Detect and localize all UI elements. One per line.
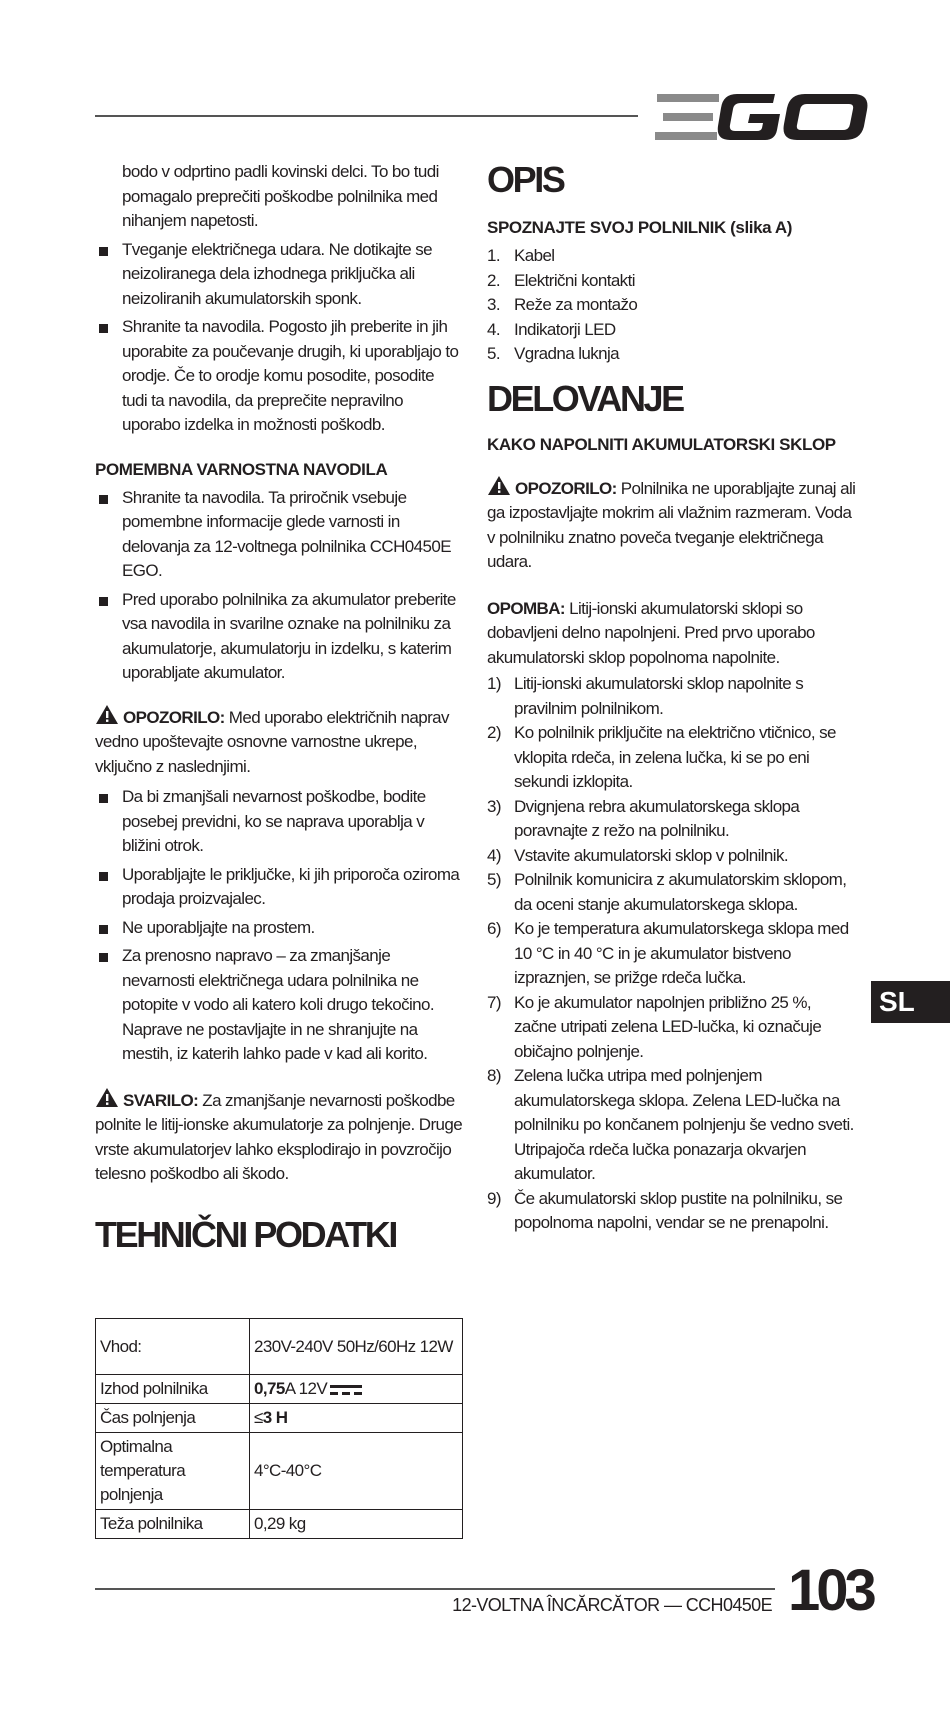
warning-label: OPOZORILO:	[515, 478, 617, 498]
header-rule	[95, 115, 638, 117]
warning-triangle-icon	[95, 704, 119, 725]
list-item: 1. Kabel	[487, 246, 555, 265]
table-row	[96, 1404, 463, 1433]
list-item: Ne uporabljajte na prostem.	[95, 916, 463, 941]
list-item: Shranite ta navodila. Pogosto jih preberite in jih uporabite za poučevanje drugih, ki uporabljajo to orodje. Če to orodje komu posodite, posodite tudi ta navodila, da preprečite nepravilno uporabo izdelka in možnosti poškodb.	[95, 315, 463, 438]
warning-label: OPOZORILO:	[123, 707, 225, 727]
list-item: 4. Indikatorji LED	[487, 319, 616, 339]
warning-triangle-icon	[487, 475, 511, 496]
spec-value-rest: A 12V	[284, 1379, 328, 1398]
specs-heading: TEHNIČNI PODATKI	[95, 1213, 396, 1255]
opis-heading: OPIS	[487, 159, 564, 200]
list-item: 8) Zelena lučka utripa med polnjenjem akumulatorskega sklopa. Zelena LED-lučka na polnilniku po končanem polnjenju še vedno sveti. Utripajoča rdeča lučka ponazarja okvarjen akumulator.	[487, 1066, 854, 1183]
list-item: Za prenosno napravo – za zmanjšanje nevarnosti električnega udara polnilnika ne potopite v vodo ali katero koli drugo tekočino. Naprave ne postavljajte in ne shranjujte na mestih, iz katerih lahko pade v kad ali korito.	[95, 944, 463, 1067]
table-row	[96, 1319, 463, 1375]
caution-text: Za zmanjšanje nevarnosti poškodbe polnite le litij-ionske akumulatorje za polnjenje. Druge vrste akumulatorjev lahko eksplodirajo in povzročijo telesno poškodbo ali škodo.	[95, 1090, 463, 1183]
bullet-list-c	[95, 785, 463, 1067]
list-item: 2) Ko polnilnik priključite na električno vtičnico, se vklopita rdeča, in zelena lučka, ki se po eni sekundi izklopita.	[487, 723, 836, 791]
table-row	[96, 1375, 463, 1404]
footer-rule	[95, 1588, 775, 1590]
list-item: Uporabljajte le priključke, ki jih priporoča oziroma prodaja proizvajalec.	[95, 863, 463, 912]
warning-text: Polnilnika ne uporabljajte zunaj ali ga izpostavljajte mokrim ali vlažnim razmeram. Voda v polnilniku znatno poveča tveganje električnega udara.	[487, 478, 856, 571]
spec-value	[250, 1404, 463, 1433]
note-label: OPOMBA:	[487, 598, 565, 618]
spec-label: Izhod polnilnika	[96, 1375, 250, 1404]
spec-label: Optimalna temperatura polnjenja	[96, 1433, 250, 1510]
operation-heading: DELOVANJE	[487, 377, 683, 419]
how-to-charge-heading: KAKO NAPOLNITI AKUMULATORSKI SKLOP	[487, 434, 836, 454]
specs-table	[95, 1318, 463, 1539]
spec-value: 0,29 kg	[250, 1510, 463, 1539]
warning-block-2	[487, 475, 857, 575]
list-item: 5. Vgradna luknja	[487, 344, 620, 363]
caution-block	[95, 1087, 463, 1187]
important-safety-heading: POMEMBNA VARNOSTNA NAVODILA	[95, 459, 388, 479]
right-column	[487, 158, 857, 1236]
list-item: Shranite ta navodila. Ta priročnik vsebuje pomembne informacije glede varnosti in delovanja za 12-voltnega polnilnika CCH0450E EGO.	[95, 486, 463, 584]
spec-value	[250, 1375, 463, 1404]
spec-label: Vhod:	[96, 1319, 250, 1375]
parts-list	[487, 244, 857, 367]
bullet-list-b	[95, 486, 463, 686]
list-item: 3) Dvignjena rebra akumulatorskega sklopa poravnajte z režo na polnilniku.	[487, 796, 800, 840]
spec-label: Čas polnjenja	[96, 1404, 250, 1433]
know-charger-heading: SPOZNAJTE SVOJ POLNILNIK (slika A)	[487, 218, 793, 237]
list-item: Da bi zmanjšali nevarnost poškodbe, bodite posebej previdni, ko se naprava uporablja v bližini otrok.	[95, 785, 463, 859]
list-item: 6) Ko je temperatura akumulatorskega sklopa med 10 °C in 40 °C in je akumulator bistveno izpraznjen, se prižge rdeča lučka.	[487, 919, 849, 987]
footer-title: 12-VOLTNA ÎNCĂRCĂTOR — CCH0450E	[452, 1595, 772, 1615]
list-item: 5) Polnilnik komunicira z akumulatorskim sklopom, da oceni stanje akumulatorskega sklopa.	[487, 870, 847, 914]
warning-triangle-icon	[95, 1087, 119, 1108]
left-column	[95, 160, 463, 1257]
spec-value-bold: 0,75	[254, 1379, 285, 1398]
warning-block-1	[95, 704, 463, 780]
note-text: Litij-ionski akumulatorski sklopi so dobavljeni delno napolnjeni. Pred prvo uporabo akumulatorski sklop popolnoma napolnite.	[487, 598, 815, 667]
list-item: Pred uporabo polnilnika za akumulator preberite vsa navodila in svarilne oznake na polnilniku za akumulatorje, akumulatorju in izdelku, s katerim uporabljate akumulator.	[95, 588, 463, 686]
caution-label: SVARILO:	[123, 1090, 199, 1110]
spec-value-bold: 3 H	[262, 1408, 288, 1427]
table-row	[96, 1433, 463, 1510]
list-item: 1) Litij-ionski akumulatorski sklop napolnite s pravilnim polnilnikom.	[487, 674, 804, 718]
list-item: 2. Električni kontakti	[487, 270, 635, 290]
list-item: 3. Reže za montažo	[487, 295, 638, 314]
list-item: 7) Ko je akumulator napolnjen približno 25 %, začne utripati zelena LED-lučka, ki označuje običajno polnjenje.	[487, 992, 822, 1061]
list-item: Tveganje električnega udara. Ne dotikajte se neizoliranega dela izhodnega priključka ali neizoliranih akumulatorskih sponk.	[95, 238, 463, 312]
list-item: 9) Če akumulatorski sklop pustite na polnilniku, se popolnoma napolni, vendar se ne prenapolni.	[487, 1188, 843, 1232]
spec-value-prefix: ≤	[254, 1408, 263, 1427]
charging-steps	[487, 672, 857, 1236]
note-block	[487, 597, 857, 671]
warning-text: Med uporabo električnih naprav vedno upoštevajte osnovne varnostne ukrepe, vključno z naslednjimi.	[95, 707, 449, 776]
spec-value: 230V-240V 50Hz/60Hz 12W	[250, 1319, 463, 1375]
ego-logo	[655, 92, 870, 142]
table-row	[96, 1510, 463, 1539]
bullet-list-a	[95, 238, 463, 438]
spec-label: Teža polnilnika	[96, 1510, 250, 1539]
language-tab: SL	[871, 981, 950, 1023]
list-item: 4) Vstavite akumulatorski sklop v polnilnik.	[487, 845, 788, 865]
dc-symbol-icon	[329, 1383, 363, 1397]
spec-value: 4°C-40°C	[250, 1433, 463, 1510]
intro-continuation: bodo v odprtino padli kovinski delci. To bo tudi pomagalo preprečiti poškodbe polnilnika med nihanjem napetosti.	[122, 162, 439, 230]
page-number: 103	[788, 1558, 873, 1623]
